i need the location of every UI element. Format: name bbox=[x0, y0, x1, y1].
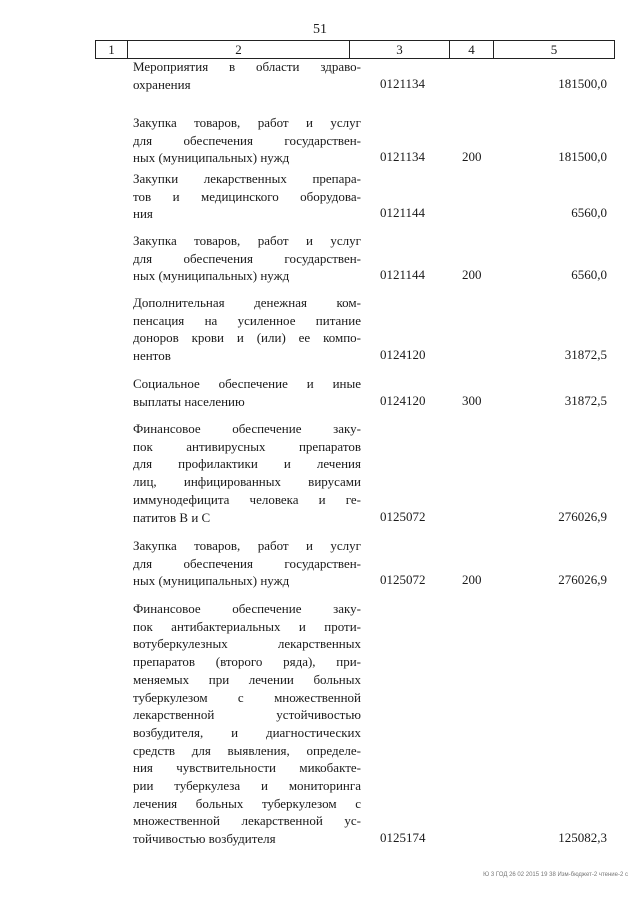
row-amount: 125082,3 bbox=[558, 830, 607, 846]
header-col-2: 2 bbox=[128, 41, 350, 58]
description-line: ных (муниципальных) нужд bbox=[133, 573, 290, 589]
row-amount: 6560,0 bbox=[571, 267, 607, 283]
header-col-3: 3 bbox=[350, 41, 450, 58]
description-line: Закупки лекарственных препара- bbox=[133, 171, 361, 186]
description-line: ных (муниципальных) нужд bbox=[133, 268, 290, 284]
row-description bbox=[133, 375, 361, 410]
row-description bbox=[133, 58, 361, 93]
description-line: Закупка товаров, работ и услуг bbox=[133, 115, 361, 130]
description-line: рии туберкулеза и мониторинга bbox=[133, 778, 361, 794]
description-line: нентов bbox=[133, 348, 171, 364]
row-expense-type: 300 bbox=[462, 392, 482, 408]
table-header bbox=[95, 40, 615, 59]
description-line: лечения больных туберкулезом с bbox=[133, 795, 361, 811]
description-line: иммунодефицита человека и ге- bbox=[133, 491, 361, 507]
row-amount: 276026,9 bbox=[558, 508, 607, 524]
description-line: для обеспечения государствен- bbox=[133, 132, 361, 148]
description-line: для обеспечения государствен- bbox=[133, 555, 361, 571]
row-code: 0121144 bbox=[380, 267, 426, 283]
description-line: патитов В и С bbox=[133, 509, 211, 525]
row-code: 0121134 bbox=[380, 149, 426, 165]
page-number: 51 bbox=[313, 22, 327, 37]
description-line: средств для выявления, определе- bbox=[133, 742, 361, 758]
row-amount: 181500,0 bbox=[558, 75, 607, 91]
description-line: охранения bbox=[133, 76, 191, 92]
description-line: Финансовое обеспечение заку- bbox=[133, 421, 361, 436]
row-description bbox=[133, 170, 361, 223]
row-code: 0124120 bbox=[380, 347, 426, 363]
row-code: 0121134 bbox=[380, 75, 426, 91]
footer-stamp: Ю 3 ГОД 26 02 2015 19 38 Изм-бюджет-2 чтение-2 с bbox=[483, 872, 628, 878]
description-line: вотуберкулезных лекарственных bbox=[133, 636, 361, 652]
row-amount: 31872,5 bbox=[564, 392, 607, 408]
row-description bbox=[133, 600, 361, 848]
row-expense-type: 200 bbox=[462, 149, 482, 165]
description-line: Финансовое обеспечение заку- bbox=[133, 601, 361, 616]
description-line: меняемых при лечении больных bbox=[133, 671, 361, 687]
description-line: для профилактики и лечения bbox=[133, 456, 361, 472]
description-line: ния чувствительности микобакте- bbox=[133, 760, 361, 776]
row-description bbox=[133, 537, 361, 590]
description-line: препаратов (второго ряда), при- bbox=[133, 654, 361, 670]
description-line: лиц, инфицированных вирусами bbox=[133, 474, 361, 490]
description-line: тов и медицинского оборудова- bbox=[133, 188, 361, 204]
row-amount: 276026,9 bbox=[558, 572, 607, 588]
row-code: 0125072 bbox=[380, 572, 426, 588]
description-line: туберкулезом с множественной bbox=[133, 689, 361, 705]
description-line: Дополнительная денежная ком- bbox=[133, 295, 361, 310]
row-description bbox=[133, 294, 361, 365]
row-description bbox=[133, 420, 361, 526]
description-line: для обеспечения государствен- bbox=[133, 250, 361, 266]
row-code: 0121144 bbox=[380, 205, 426, 221]
header-col-5: 5 bbox=[550, 41, 558, 57]
header-col-1: 1 bbox=[96, 41, 128, 58]
row-description bbox=[133, 232, 361, 285]
description-line: Социальное обеспечение и иные bbox=[133, 376, 361, 391]
description-line: пенсация на усиленное питание bbox=[133, 312, 361, 328]
description-line: Закупка товаров, работ и услуг bbox=[133, 233, 361, 248]
description-line: лекарственной устойчивостью bbox=[133, 707, 361, 723]
row-expense-type: 200 bbox=[462, 572, 482, 588]
row-amount: 181500,0 bbox=[558, 149, 607, 165]
row-code: 0125072 bbox=[380, 508, 426, 524]
description-line: выплаты населению bbox=[133, 393, 245, 409]
description-line: возбудителя, и диагностических bbox=[133, 724, 361, 740]
description-line: тойчивостью возбудителя bbox=[133, 831, 276, 847]
row-expense-type: 200 bbox=[462, 267, 482, 283]
description-line: пок антивирусных препаратов bbox=[133, 438, 361, 454]
description-line: пок антибактериальных и проти- bbox=[133, 618, 361, 634]
description-line: доноров крови и (или) ее компо- bbox=[133, 330, 361, 346]
row-description bbox=[133, 114, 361, 167]
description-line: множественной лекарственной ус- bbox=[133, 813, 361, 829]
description-line: Мероприятия в области здраво- bbox=[133, 59, 361, 74]
description-line: Закупка товаров, работ и услуг bbox=[133, 538, 361, 553]
description-line: ния bbox=[133, 206, 153, 222]
row-code: 0124120 bbox=[380, 392, 426, 408]
row-code: 0125174 bbox=[380, 830, 426, 846]
description-line: ных (муниципальных) нужд bbox=[133, 150, 290, 166]
row-amount: 31872,5 bbox=[564, 347, 607, 363]
header-col-4: 4 bbox=[450, 41, 494, 58]
row-amount: 6560,0 bbox=[571, 205, 607, 221]
